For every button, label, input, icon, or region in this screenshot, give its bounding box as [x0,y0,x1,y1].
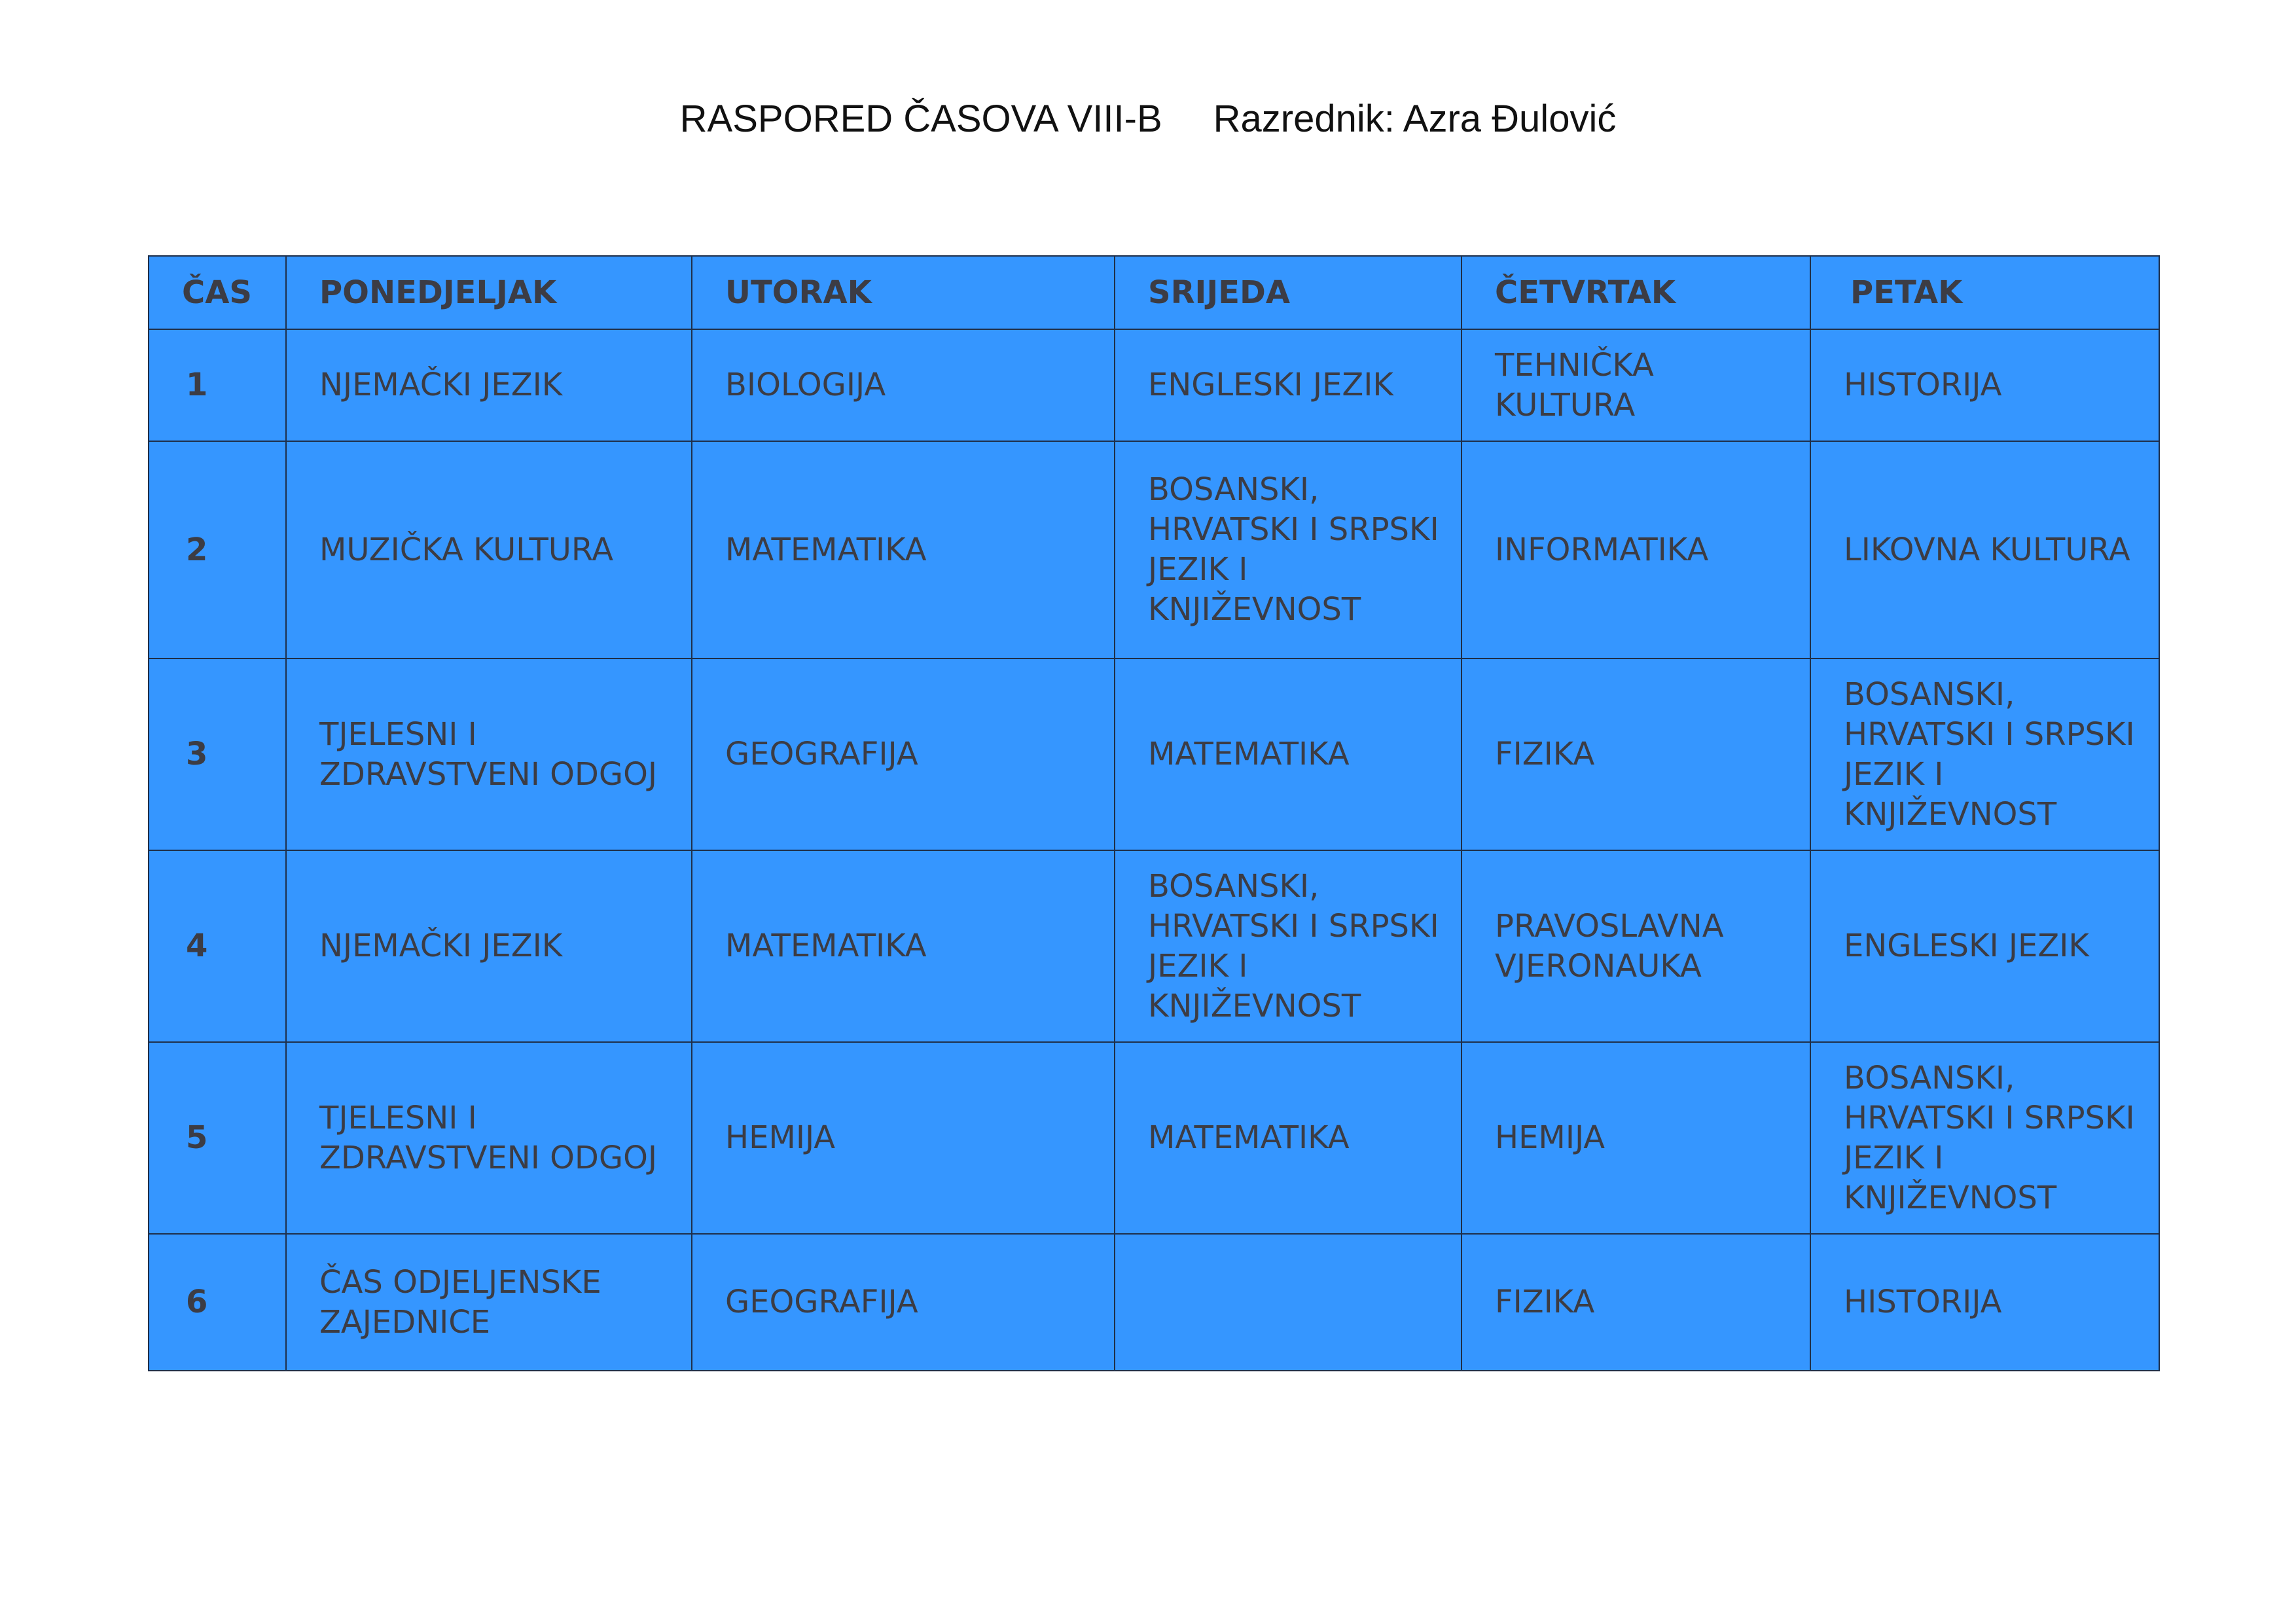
table-cell: GEOGRAFIJA [692,659,1115,850]
table-cell: MATEMATIKA [1115,659,1462,850]
table-cell: ČAS ODJELJENSKE ZAJEDNICE [286,1234,692,1371]
table-cell: INFORMATIKA [1462,441,1810,659]
document-title [0,97,2296,141]
header-thursday: ČETVRTAK [1462,256,1810,329]
table-cell: MATEMATIKA [1115,1042,1462,1234]
table-cell: MATEMATIKA [692,850,1115,1042]
period-number: 1 [149,329,286,441]
period-number: 6 [149,1234,286,1371]
header-row [149,256,2159,329]
table-cell: LIKOVNA KULTURA [1810,441,2159,659]
table-cell [1115,1234,1462,1371]
header-wednesday: SRIJEDA [1115,256,1462,329]
table-cell: HEMIJA [692,1042,1115,1234]
table-cell: GEOGRAFIJA [692,1234,1115,1371]
schedule-title: RASPORED ČASOVA VIII-B [679,98,1162,140]
period-number: 3 [149,659,286,850]
table-cell: ENGLESKI JEZIK [1810,850,2159,1042]
table-cell: BOSANSKI, HRVATSKI I SRPSKI JEZIK I KNJIŽEVNOST [1115,850,1462,1042]
schedule-table [148,255,2160,1371]
table-row [149,1042,2159,1234]
table-cell: FIZIKA [1462,1234,1810,1371]
homeroom-teacher: Razrednik: Azra Đulović [1213,98,1617,140]
table-cell: PRAVOSLAVNA VJERONAUKA [1462,850,1810,1042]
header-cas: ČAS [149,256,286,329]
header-friday: PETAK [1810,256,2159,329]
table-cell: HISTORIJA [1810,329,2159,441]
table-cell: BOSANSKI, HRVATSKI I SRPSKI JEZIK I KNJIŽEVNOST [1810,1042,2159,1234]
table-cell: NJEMAČKI JEZIK [286,850,692,1042]
table-cell: BOSANSKI, HRVATSKI I SRPSKI JEZIK I KNJIŽEVNOST [1115,441,1462,659]
table-row [149,659,2159,850]
period-number: 5 [149,1042,286,1234]
table-cell: NJEMAČKI JEZIK [286,329,692,441]
period-number: 4 [149,850,286,1042]
table-row [149,1234,2159,1371]
header-monday: PONEDJELJAK [286,256,692,329]
table-cell: ENGLESKI JEZIK [1115,329,1462,441]
table-cell: BOSANSKI, HRVATSKI I SRPSKI JEZIK I KNJIŽEVNOST [1810,659,2159,850]
table-cell: MUZIČKA KULTURA [286,441,692,659]
table-row [149,329,2159,441]
header-tuesday: UTORAK [692,256,1115,329]
table-row [149,441,2159,659]
table-cell: MATEMATIKA [692,441,1115,659]
table-cell: TJELESNI I ZDRAVSTVENI ODGOJ [286,1042,692,1234]
table-cell: TEHNIČKA KULTURA [1462,329,1810,441]
table-row [149,850,2159,1042]
table-cell: HISTORIJA [1810,1234,2159,1371]
table-cell: BIOLOGIJA [692,329,1115,441]
table-cell: TJELESNI I ZDRAVSTVENI ODGOJ [286,659,692,850]
period-number: 2 [149,441,286,659]
table-cell: HEMIJA [1462,1042,1810,1234]
table-cell: FIZIKA [1462,659,1810,850]
